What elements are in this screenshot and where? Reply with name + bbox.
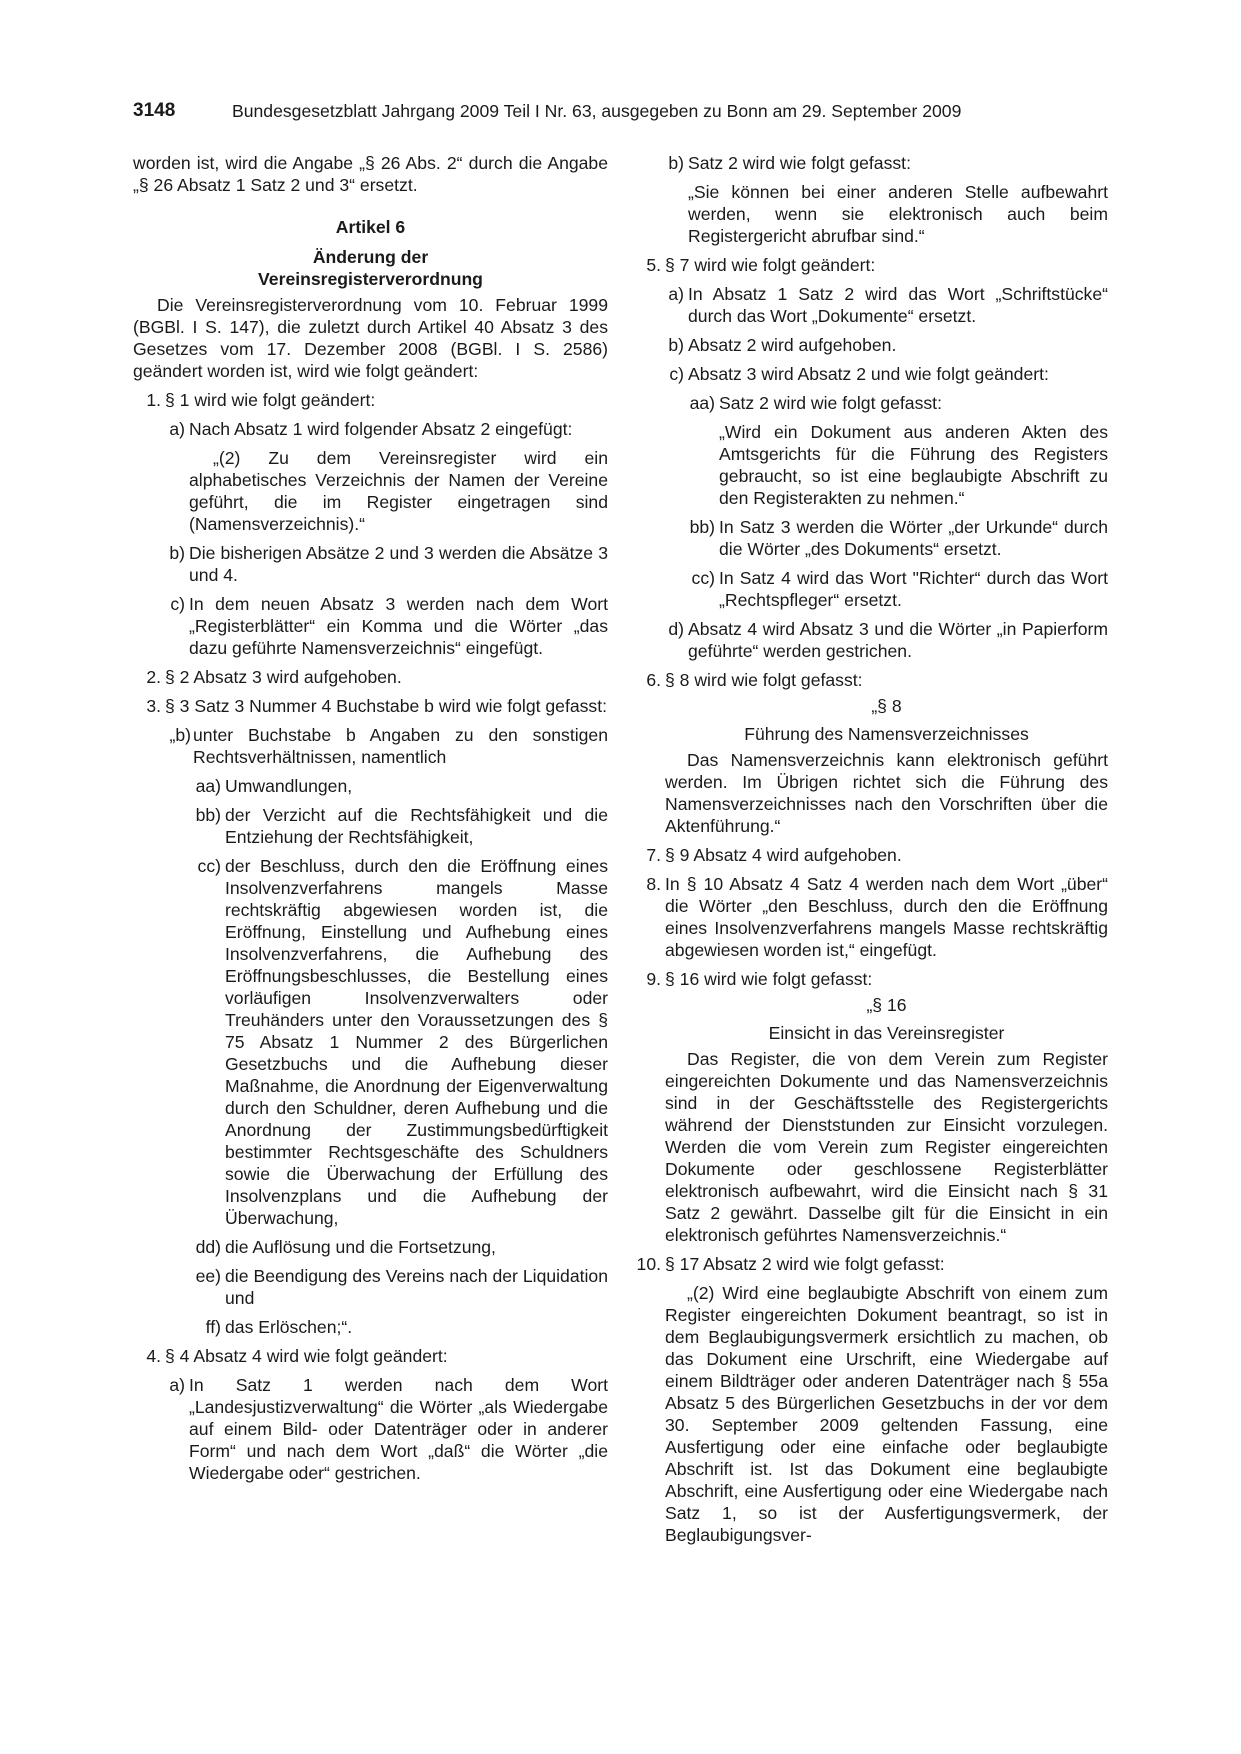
list-text: Absatz 2 wird aufgehoben. bbox=[688, 335, 897, 355]
quoted-paragraph bbox=[643, 181, 1108, 247]
list-item bbox=[643, 844, 1108, 866]
list-label: b) bbox=[668, 153, 684, 173]
list-text: In Satz 3 werden die Wörter „der Urkunde“ durch die Wörter „des Dokuments“ ersetzt. bbox=[719, 517, 1108, 559]
list-item bbox=[643, 618, 1108, 662]
list-label: c) bbox=[669, 364, 684, 384]
list-text: § 1 wird wie folgt geändert: bbox=[165, 390, 376, 410]
list-item bbox=[643, 283, 1108, 327]
section-number: „§ 16 bbox=[866, 995, 907, 1015]
list-item bbox=[643, 334, 1108, 356]
list-label: ee) bbox=[195, 1266, 221, 1286]
list-text: § 9 Absatz 4 wird aufgehoben. bbox=[665, 845, 902, 865]
article-number: Artikel 6 bbox=[335, 217, 406, 237]
list-text: Absatz 3 wird Absatz 2 und wie folgt geändert: bbox=[688, 364, 1049, 384]
list-label: dd) bbox=[195, 1237, 221, 1257]
intro-paragraph: worden ist, wird die Angabe „§ 26 Abs. 2“ durch die Angabe „§ 26 Absatz 1 Satz 2 und 3“ ersetzt. bbox=[133, 153, 608, 195]
list-text: der Beschluss, durch den die Eröffnung eines Insolvenzverfahrens mangels Masse rechtskräftig abgewiesen worden ist, die Eröffnung, Einstellung und Aufhebung eines Insolvenzverfahrens, die Aufhebung des Eröffnungsbeschlusses, die Bestellung eines vorläufigen Insolvenzverwalters oder Treuhänders unter den Voraussetzungen des § 75 Absatz 1 Nummer 2 des Bürgerlichen Gesetzbuchs und die Aufhebung dieser Maßnahme, die Anordnung der Eigenverwaltung durch den Schuldner, deren Aufhebung und die Anordnung der Zustimmungsbedürftigkeit bestimmter Rechtsgeschäfte des Schuldners sowie die Überwachung der Erfüllung des Insolvenzplans und die Aufhebung der Überwachung, bbox=[225, 856, 608, 1228]
list-item bbox=[643, 392, 1108, 414]
list-text: die Auflösung und die Fortsetzung, bbox=[225, 1237, 496, 1257]
list-text: Nach Absatz 1 wird folgender Absatz 2 eingefügt: bbox=[189, 419, 573, 439]
list-label: c) bbox=[170, 594, 185, 614]
list-label: bb) bbox=[195, 805, 221, 825]
list-text: In Absatz 1 Satz 2 wird das Wort „Schriftstücke“ durch das Wort „Dokumente“ ersetzt. bbox=[688, 284, 1108, 326]
list-label: 4. bbox=[146, 1346, 161, 1366]
list-item bbox=[133, 1265, 608, 1309]
list-text: In § 10 Absatz 4 Satz 4 werden nach dem Wort „über“ die Wörter „den Beschluss, durch den die Eröffnung eines Insolvenzverfahrens mangels Masse rechtskräftig abgewiesen worden ist,“ eingefügt. bbox=[665, 874, 1108, 960]
page-number: 3148 bbox=[133, 100, 176, 121]
list-text: unter Buchstabe b Angaben zu den sonstigen Rechtsverhältnissen, namentlich bbox=[193, 725, 608, 767]
list-text: § 17 Absatz 2 wird wie folgt gefasst: bbox=[665, 1254, 945, 1274]
list-item bbox=[643, 968, 1108, 990]
list-label: 8. bbox=[646, 874, 661, 894]
list-item bbox=[133, 1316, 608, 1338]
list-label: bb) bbox=[689, 517, 715, 537]
list-item bbox=[643, 363, 1108, 385]
article-title-line-2: Vereinsregisterverordnung bbox=[258, 269, 483, 289]
list-text: § 3 Satz 3 Nummer 4 Buchstabe b wird wie folgt gefasst: bbox=[165, 696, 608, 716]
article-title-line-1: Änderung der bbox=[312, 247, 429, 267]
list-label: aa) bbox=[689, 393, 715, 413]
list-item bbox=[133, 1345, 608, 1367]
list-item bbox=[133, 418, 608, 440]
list-item bbox=[133, 775, 608, 797]
section-body: Das Namensverzeichnis kann elektronisch geführt werden. Im Übrigen richtet sich die Führung des Namensverzeichnisses nach den Vorschriften über die Aktenführung.“ bbox=[665, 750, 1108, 836]
list-label: a) bbox=[169, 1375, 185, 1395]
list-text: „Sie können bei einer anderen Stelle aufbewahrt werden, wenn sie elektronisch auch beim Registergericht abrufbar sind.“ bbox=[688, 182, 1108, 246]
list-item bbox=[133, 804, 608, 848]
list-label: 1. bbox=[146, 390, 161, 410]
left-column bbox=[133, 152, 608, 1484]
list-item bbox=[133, 1236, 608, 1258]
list-item bbox=[133, 855, 608, 1229]
list-text: das Erlöschen;“. bbox=[225, 1317, 353, 1337]
list-label: cc) bbox=[691, 568, 715, 588]
list-text: In Satz 4 wird das Wort "Richter“ durch das Wort „Rechtspfleger“ ersetzt. bbox=[719, 568, 1108, 610]
list-label: 9. bbox=[646, 969, 661, 989]
list-text: In dem neuen Absatz 3 werden nach dem Wort „Registerblätter“ ein Komma und die Wörter „das dazu geführte Namensverzeichnis“ eingefügt. bbox=[189, 594, 608, 658]
list-label: 2. bbox=[146, 667, 161, 687]
list-item bbox=[133, 1374, 608, 1484]
list-text: Absatz 4 wird Absatz 3 und die Wörter „in Papierform geführte“ werden gestrichen. bbox=[688, 619, 1108, 661]
section-title: Einsicht in das Vereinsregister bbox=[768, 1023, 1005, 1043]
list-item bbox=[643, 516, 1108, 560]
list-text: Umwandlungen, bbox=[225, 776, 353, 796]
running-title: Bundesgesetzblatt Jahrgang 2009 Teil I Nr. 63, ausgegeben zu Bonn am 29. September 2009 bbox=[232, 101, 962, 121]
list-item bbox=[636, 1253, 1108, 1275]
list-item bbox=[133, 542, 608, 586]
list-item bbox=[133, 724, 608, 768]
list-text: der Verzicht auf die Rechtsfähigkeit und die Entziehung der Rechtsfähigkeit, bbox=[225, 805, 608, 847]
list-item bbox=[643, 873, 1108, 961]
list-item bbox=[133, 389, 608, 411]
list-item bbox=[133, 695, 608, 717]
list-label: „b) bbox=[169, 725, 191, 745]
list-label: a) bbox=[668, 284, 684, 304]
list-text: „(2) Zu dem Vereinsregister wird ein alphabetisches Verzeichnis der Namen der Vereine geführt, die im Register eingetragen sind (Namensverzeichnis).“ bbox=[189, 448, 608, 534]
list-item bbox=[133, 593, 608, 659]
list-label: cc) bbox=[197, 856, 221, 876]
list-item bbox=[133, 666, 608, 688]
list-label: 7. bbox=[646, 845, 661, 865]
preamble: Die Vereinsregisterverordnung vom 10. Februar 1999 (BGBl. I S. 147), die zuletzt durch Artikel 40 Absatz 3 des Gesetzes vom 17. Dezember 2008 (BGBl. I S. 2586) geändert worden ist, wird wie folgt geändert: bbox=[133, 295, 608, 381]
page-header bbox=[133, 100, 1108, 124]
list-label: d) bbox=[668, 619, 684, 639]
quoted-paragraph bbox=[643, 421, 1108, 509]
list-text: die Beendigung des Vereins nach der Liquidation und bbox=[225, 1266, 608, 1308]
list-label: 3. bbox=[146, 696, 161, 716]
list-item bbox=[643, 567, 1108, 611]
list-label: aa) bbox=[195, 776, 221, 796]
list-text: Satz 2 wird wie folgt gefasst: bbox=[688, 153, 911, 173]
list-label: a) bbox=[169, 419, 185, 439]
list-text: In Satz 1 werden nach dem Wort „Landesjustizverwaltung“ die Wörter „als Wiedergabe auf einem Bild- oder Datenträger oder in anderer Form“ und nach dem Wort „daß“ die Wörter „die Wiedergabe oder“ gestrichen. bbox=[189, 1375, 608, 1483]
list-label: 10. bbox=[636, 1254, 661, 1274]
list-item bbox=[643, 254, 1108, 276]
section-body: „(2) Wird eine beglaubigte Abschrift von einem zum Register eingereichten Dokument beantragt, so ist in dem Beglaubigungsvermerk ersichtlich zu machen, ob das Dokument eine Urschrift, eine Wiedergabe auf einem Bildträger oder anderen Datenträger nach § 55a Absatz 5 des Bürgerlichen Gesetzbuchs in der vor dem 30. September 2009 geltenden Fassung, eine Ausfertigung oder eine einfache oder beglaubigte Abschrift ist. Ist das Dokument eine beglaubigte Abschrift, eine Ausfertigung oder eine Wiedergabe nach Satz 1, so ist der Ausfertigungsvermerk, der Beglaubigungsver- bbox=[665, 1283, 1108, 1545]
list-text: § 4 Absatz 4 wird wie folgt geändert: bbox=[165, 1346, 448, 1366]
list-text: Satz 2 wird wie folgt gefasst: bbox=[719, 393, 942, 413]
list-text: § 8 wird wie folgt gefasst: bbox=[665, 670, 863, 690]
right-column bbox=[636, 152, 1108, 1546]
quoted-paragraph bbox=[133, 447, 608, 535]
list-item bbox=[643, 669, 1108, 691]
section-number: „§ 8 bbox=[871, 696, 902, 716]
list-label: 5. bbox=[646, 255, 661, 275]
list-text: § 16 wird wie folgt gefasst: bbox=[665, 969, 873, 989]
list-text: „Wird ein Dokument aus anderen Akten des Amtsgerichts für die Führung des Registers gebraucht, so ist eine beglaubigte Abschrift zu den Registerakten zu nehmen.“ bbox=[719, 422, 1108, 508]
list-label: b) bbox=[668, 335, 684, 355]
list-label: 6. bbox=[646, 670, 661, 690]
list-text: Die bisherigen Absätze 2 und 3 werden die Absätze 3 und 4. bbox=[189, 543, 608, 585]
list-label: ff) bbox=[205, 1317, 221, 1337]
list-item bbox=[643, 152, 1108, 174]
list-label: b) bbox=[169, 543, 185, 563]
list-text: § 2 Absatz 3 wird aufgehoben. bbox=[165, 667, 402, 687]
section-body: Das Register, die von dem Verein zum Register eingereichten Dokumente und das Namensverzeichnis sind in der Geschäftsstelle des Registergerichts während der Dienststunden zur Einsicht vorzulegen. Werden die vom Verein zum Register eingereichten Dokumente oder geschlossene Registerblätter elektronisch aufbewahrt, wird die Einsicht nach § 31 Satz 2 gewährt. Dasselbe gilt für die Einsicht in ein elektronisch geführtes Namensverzeichnis.“ bbox=[665, 1049, 1108, 1245]
list-text: § 7 wird wie folgt geändert: bbox=[665, 255, 876, 275]
section-title: Führung des Namensverzeichnisses bbox=[744, 724, 1029, 744]
